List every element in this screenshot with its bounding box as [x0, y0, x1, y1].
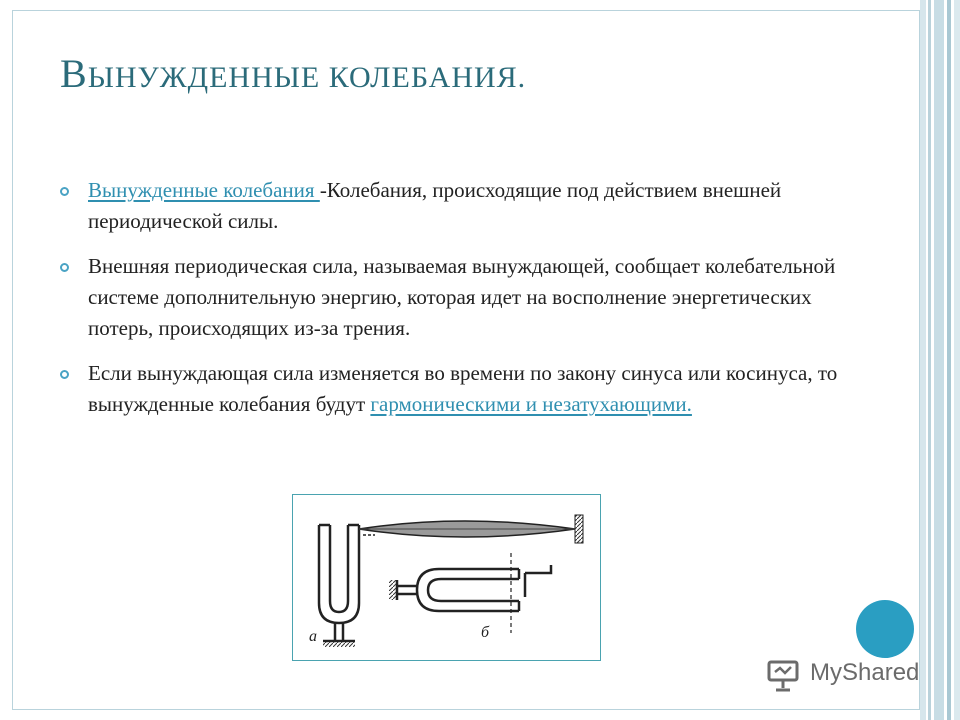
watermark-text: MyShared: [810, 659, 920, 686]
tuning-fork-diagram: [293, 495, 600, 660]
bullet-item-definition: [60, 175, 840, 237]
vibrating-string: [359, 521, 575, 537]
decorative-circle: [856, 600, 914, 658]
bullet-item-harmonic: [60, 358, 840, 420]
label-b: б: [481, 624, 490, 641]
base-hatch-b: [389, 580, 396, 600]
bullet-text: Если вынуждающая сила изменяется во времени по закону синуса или косинуса, то вынужденные колебания будут: [88, 361, 838, 416]
myshared-watermark: [766, 656, 936, 696]
tuning-fork-a: [319, 525, 359, 641]
slide-title: ВЫНУЖДЕННЫЕ КОЛЕБАНИЯ.: [60, 51, 527, 96]
harmonic-undamped-link[interactable]: гармоническими и незатухающими.: [370, 392, 692, 416]
label-a: а: [309, 628, 317, 645]
wall-support: [575, 515, 583, 543]
bullet-circle-icon: [60, 187, 69, 196]
bullet-item-external-force: [60, 251, 840, 344]
tuning-fork-figure: [292, 494, 601, 661]
decorative-stripes: [920, 0, 960, 720]
bullet-circle-icon: [60, 370, 69, 379]
base-hatch-a: [323, 642, 355, 647]
bullet-text: -Колебания, происходящие под действием внешней периодической силы.: [88, 178, 782, 233]
tuning-fork-b: [397, 565, 551, 611]
presentation-icon: [766, 658, 802, 694]
bullet-text: Внешняя периодическая сила, называемая вынуждающей, сообщает колебательной системе дополнительную энергию, которая идет на восполнение энергетических потерь, происходящих из-за трения.: [88, 254, 836, 340]
bullet-circle-icon: [60, 263, 69, 272]
forced-oscillations-link[interactable]: Вынужденные колебания: [88, 178, 320, 202]
bullet-list: [60, 175, 840, 434]
